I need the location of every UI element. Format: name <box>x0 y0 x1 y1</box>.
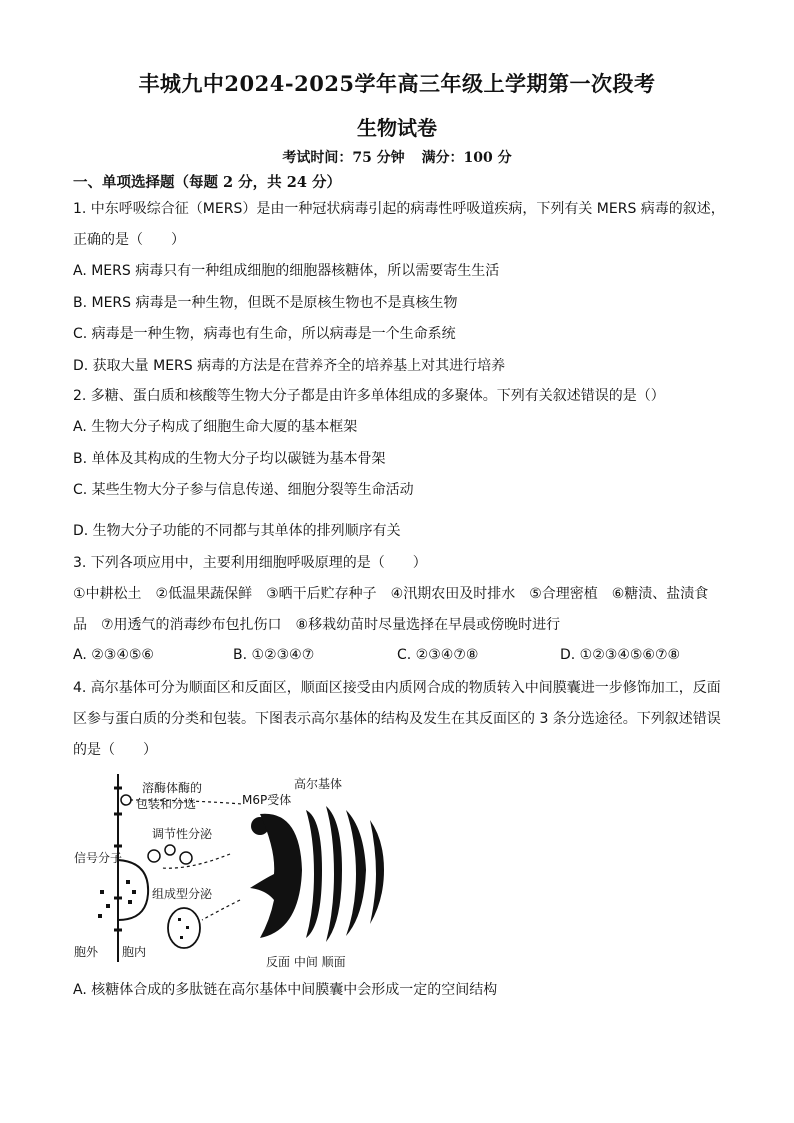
label-regulated: 调节性分泌 <box>152 827 213 841</box>
q1-stem-line2: 正确的是（ ） <box>73 232 185 248</box>
exam-time: 考试时间：75 分钟 <box>282 150 405 166</box>
label-golgi: 高尔基体 <box>294 777 343 791</box>
label-signal: 信号分子 <box>74 851 123 865</box>
golgi-cisternae <box>250 806 384 942</box>
q1-option-d: D. 获取大量 MERS 病毒的方法是在营养齐全的培养基上对其进行培养 <box>73 358 506 374</box>
q1-stem-line1: 1. 中东呼吸综合征（MERS）是由一种冠状病毒引起的病毒性呼吸道疾病，下列有关 MERS 病毒的叙述， <box>73 201 725 217</box>
q3-stem: 3. 下列各项应用中，主要利用细胞呼吸原理的是（ ） <box>73 555 427 571</box>
q2-stem: 2. 多糖、蛋白质和核酸等生物大分子都是由许多单体组成的多聚体。下列有关叙述错误的是（） <box>73 388 665 404</box>
label-lysosome: 溶酶体酶的 <box>142 781 203 795</box>
constitutive-vesicle <box>168 908 200 948</box>
label-faces: 反面 中间 顺面 <box>266 955 346 969</box>
q2-option-b: B. 单体及其构成的生物大分子均以碳链为基本骨架 <box>73 451 386 467</box>
golgi-diagram <box>70 770 390 970</box>
q3-items-line1: ①中耕松土 ②低温果蔬保鲜 ③晒干后贮存种子 ④汛期农田及时排水 ⑤合理密植 ⑥糖渍、盐渍食 <box>73 586 709 602</box>
label-inside: 胞内 <box>122 945 147 959</box>
q3-option-d: D. ①②③④⑤⑥⑦⑧ <box>560 647 681 663</box>
exam-subject: 生物试卷 <box>357 116 437 140</box>
q1-option-c: C. 病毒是一种生物，病毒也有生命，所以病毒是一个生命系统 <box>73 326 456 342</box>
label-outside: 胞外 <box>74 945 99 959</box>
q2-option-d: D. 生物大分子功能的不同都与其单体的排列顺序有关 <box>73 523 401 539</box>
q3-option-a: A. ②③④⑤⑥ <box>73 647 154 663</box>
exam-score: 满分：100 分 <box>421 150 512 166</box>
q1-option-b: B. MERS 病毒是一种生物，但既不是原核生物也不是真核生物 <box>73 295 458 311</box>
exam-title: 丰城九中2024-2025学年高三年级上学期第一次段考 <box>138 71 656 96</box>
q4-stem-line2: 区参与蛋白质的分类和包装。下图表示高尔基体的结构及发生在其反面区的 3 条分选途径。下列叙述错误 <box>73 711 721 727</box>
secretory-granules <box>148 845 192 864</box>
label-lysosome-2: 包装和分选 <box>136 797 197 811</box>
lysosome-vesicle <box>121 795 131 805</box>
q2-option-c: C. 某些生物大分子参与信息传递、细胞分裂等生命活动 <box>73 482 414 498</box>
label-m6p: M6P受体 <box>242 793 292 807</box>
label-constitutive: 组成型分泌 <box>152 887 213 901</box>
q3-option-c: C. ②③④⑦⑧ <box>397 647 479 663</box>
q4-stem-line3: 的是（ ） <box>73 742 157 758</box>
exam-info <box>0 147 794 167</box>
regulated-path <box>162 854 230 868</box>
q4-option-a: A. 核糖体合成的多肽链在高尔基体中间膜囊中会形成一定的空间结构 <box>73 982 498 998</box>
constitutive-path <box>202 900 240 920</box>
q2-option-a: A. 生物大分子构成了细胞生命大厦的基本框架 <box>73 419 358 435</box>
q3-option-b: B. ①②③④⑦ <box>233 647 315 663</box>
q4-stem-line1: 4. 高尔基体可分为顺面区和反面区，顺面区接受由内质网合成的物质转入中间膜囊进一步修饰加工，反面 <box>73 680 721 696</box>
q1-option-a: A. MERS 病毒只有一种组成细胞的细胞器核糖体，所以需要寄生生活 <box>73 263 500 279</box>
section-heading: 一、单项选择题（每题 2 分，共 24 分） <box>73 174 341 191</box>
q3-items-line2: 品 ⑦用透气的消毒纱布包扎伤口 ⑧移栽幼苗时尽量选择在早晨或傍晚时进行 <box>73 617 561 633</box>
